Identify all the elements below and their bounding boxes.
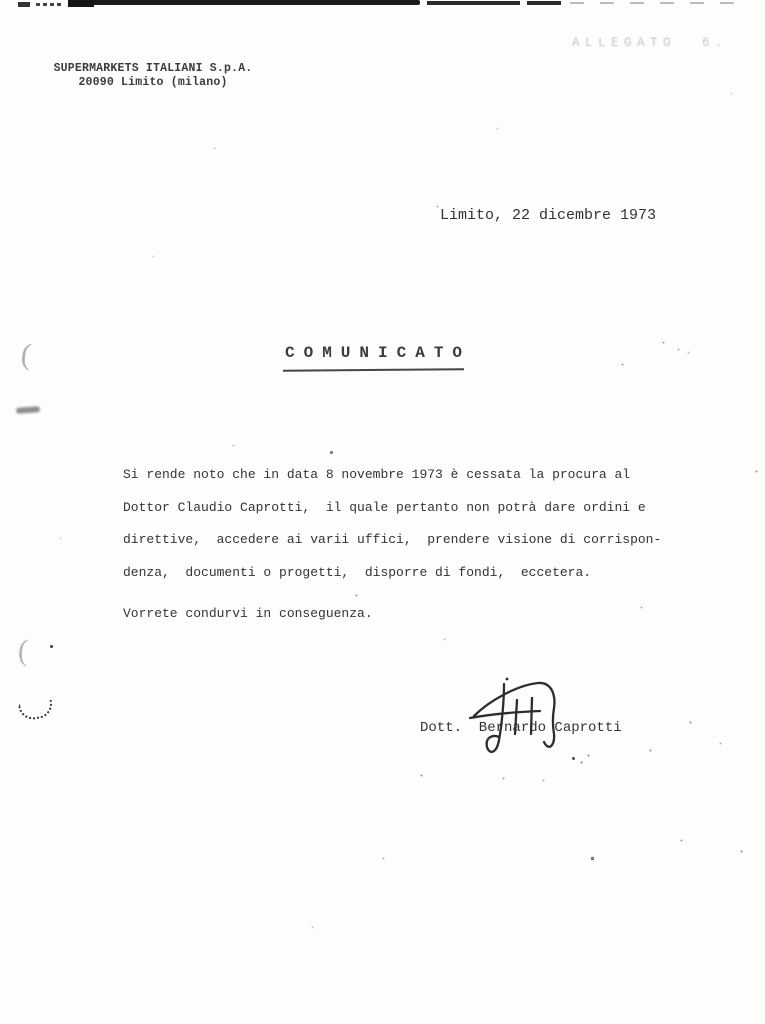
document-title: COMUNICATO — [285, 344, 472, 362]
body-paragraph — [123, 459, 661, 589]
closing-line: Vorrete condurvi in conseguenza. — [123, 606, 373, 621]
scan-noise-specks — [0, 0, 1, 1]
body-line: Dottor Claudio Caprotti, il quale pertanto non potrà dare ordini e — [123, 499, 646, 515]
scan-edge-segment — [527, 1, 561, 5]
scan-edge-segment — [570, 2, 740, 4]
margin-smudge — [16, 406, 40, 414]
scan-edge-segment — [68, 0, 94, 7]
allegato-stamp: ALLEGATO 6. — [572, 36, 729, 50]
body-line: Si rende noto che in data 8 novembre 1973 è cessata la procura al — [123, 467, 631, 482]
margin-u-smear — [18, 700, 54, 722]
body-line: direttive, accedere ai varii uffici, prendere visione di corrispon- — [123, 532, 662, 547]
scan-edge-segment — [36, 3, 64, 6]
signature-scribble — [452, 672, 570, 770]
title-underline — [283, 368, 464, 372]
signature-name: Dott. Bernardo Caprotti — [420, 720, 622, 736]
dateline: Limito, 22 dicembre 1973 — [440, 207, 657, 224]
scan-edge-segment — [18, 2, 30, 7]
letterhead — [52, 62, 254, 89]
body-line: denza, documenti o progetti, disporre di fondi, eccetera. — [123, 564, 592, 580]
scan-edge-segment — [427, 1, 520, 5]
margin-arc-smudge: ( — [19, 337, 33, 372]
scan-edge-segment — [68, 0, 420, 5]
company-address: 20090 Limito (milano) — [78, 75, 228, 89]
margin-arc-smudge: ( — [17, 633, 29, 668]
company-name: SUPERMARKETS ITALIANI S.p.A. — [53, 62, 253, 75]
